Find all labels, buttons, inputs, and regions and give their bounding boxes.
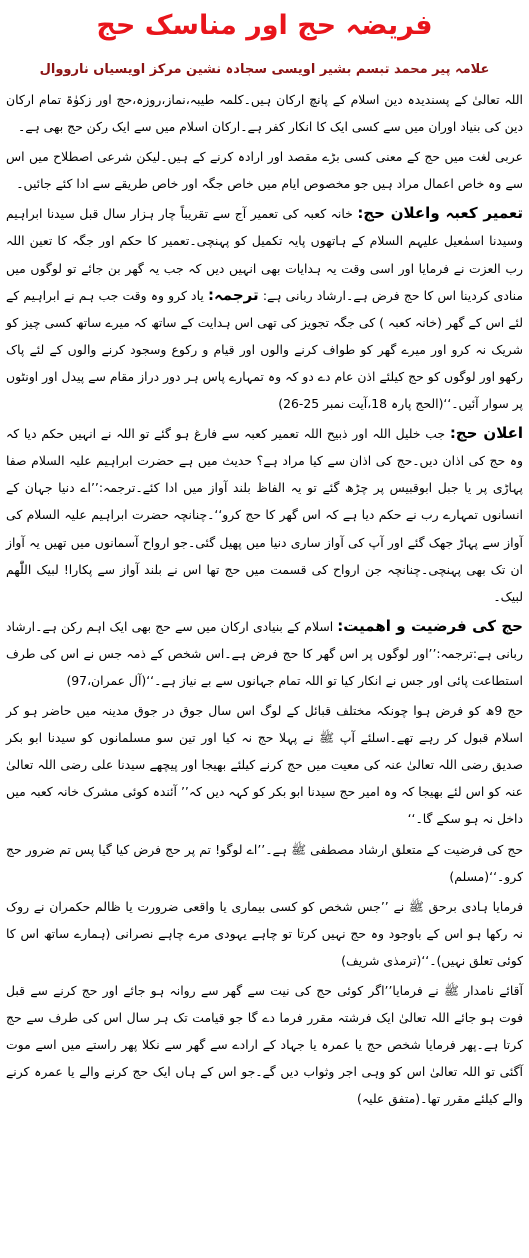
- paragraph-kaaba-construction: [6, 200, 523, 417]
- paragraph-text: آقائے نامدار ﷺ نے فرمایا’’اگر کوئی حج کی نیت سے گھر سے روانہ ہو جائے اور حج کرنے سے قبل فوت ہو جائے اللہ تعالیٰ ایک فرشتہ مقرر فرما دے گا جو قیامت تک ہر سال اس کی طرف سے حج کرتا ہے۔پھر فرمایا شخص حج یا عمرہ یا جہاد کے ارادے سے گھر سے نکلا پھر راستے میں اسے موت آگئی تو اللہ تعالیٰ اس کو وہی اجر وثواب دیں گے۔جو اس کے ہاں ایک حج کرنے والے یا عمرہ کرنے والے کیلئے مقرر تھا۔(متفق علیہ): [6, 983, 523, 1107]
- paragraph-announcement: [6, 420, 523, 610]
- paragraph-definition: [6, 143, 523, 197]
- paragraph-text: خانہ کعبہ کی تعمیر آج سے تقریباً چار ہزار سال قبل سیدنا ابراہیم وسیدنا اسمٰعیل علیہم السلام کے ہاتھوں پایہ تکمیل کو پہنچی۔تعمیر کا حکم اور جگہ کا تعین اللہ رب العزت نے فرمایا اور اسی وقت یہ ہدایات بھی انہیں دیں کہ جب یہ گھر بن جائے تو لوگوں میں منادی کردینا اس کا حج فرض ہے۔ارشاد ربانی ہے:: [6, 206, 523, 303]
- paragraph-hadith-muslim: [6, 836, 523, 890]
- section-heading: تعمیر کعبہ واعلان حج:: [357, 204, 523, 223]
- paragraph-text: حج کی فرضیت کے متعلق ارشاد مصطفی ﷺ ہے۔’’اے لوگو! تم پر حج فرض کیا گیا پس تم ضرور حج کرو۔‘‘(مسلم): [6, 841, 523, 884]
- paragraph-intro: [6, 86, 523, 140]
- section-heading: اعلان حج:: [449, 424, 523, 443]
- article-byline: علامہ پیر محمد تبسم بشیر اویسی سجادہ نشین مرکز اویسیاں نارووال: [39, 62, 490, 77]
- paragraph-text: اسلام کے بنیادی ارکان میں سے حج بھی ایک اہم رکن ہے۔ارشاد ربانی ہے:ترجمہ:’’اور لوگوں پر اس گھر کا حج فرض ہے۔اس شخص کے ذمہ جس نے اس کی طرف استطاعت پائی اور جس نے انکار کیا تو اللہ تمام جہانوں سے بے نیاز ہے۔‘‘(آل عمران،97): [6, 618, 523, 688]
- paragraph-text: اللہ تعالیٰ کے پسندیدہ دین اسلام کے پانچ ارکان ہیں۔کلمہ طیبہ،نماز،روزہ،حج اور زکوٰۃ تمام ارکان دین کی بنیاد اوران میں سے کسی ایک کا انکار کفر ہے۔ارکان اسلام میں سے ایک رکن حج بھی ہے۔: [6, 92, 523, 135]
- paragraph-text: جب خلیل اللہ اور ذبیح اللہ تعمیر کعبہ سے فارغ ہو گئے تو اللہ نے انہیں حکم دیا کہ وہ حج کی اذان دیں۔حج کی اذان سے کیا مراد ہے؟ حدیث میں ہے حضرت ابراہیم علیہ السلام صفا پہاڑی پر یا جبل ابوقبیس پر چڑھ گئے تو یہ الفاظ بلند آواز میں ادا کئے۔ترجمہ:’’اے دنیا جہان کے انسانوں تمہارے رب نے حکم دیا ہے کہ اس گھر کا حج کرو‘‘۔چنانچہ حضرت ابراہیم علیہ السلام کی آواز سے پہاڑ جھک گئے اور آپ کی آواز ساری دنیا میں پھیل گئی۔جو ارواح آسمانوں میں تھیں یہ آواز ان تک بھی پہنچی۔چنانچہ جن ارواح کی قسمت میں حج تھا اس نے بلند آواز سے پکارا! لبیک اللّٰھم لبیک۔: [6, 426, 523, 604]
- paragraph-text: عربی لغت میں حج کے معنی کسی بڑے مقصد اور ارادہ کرنے کے ہیں۔لیکن شرعی اصطلاح میں اس سے وہ خاص اعمال مراد ہیں جو مخصوص ایام میں خاص جگہ اور خاص طریقے سے ادا کئے جائیں۔: [6, 149, 523, 192]
- article-body: [6, 86, 523, 1115]
- paragraph-obligation: [6, 613, 523, 694]
- paragraph-text: حج 9ھ کو فرض ہوا چونکہ مختلف قبائل کے لوگ اس سال جوق در جوق مدینہ میں حاضر ہو کر اسلام قبول کر رہے تھے۔اسلئے آپ ﷺ نے پہلا حج نہ کیا اور تین سو مسلمانوں کو سیدنا ابو بکر صدیق رضی اللہ تعالیٰ عنہ کی معیت میں حج کرنے کیلئے بھیجا اور پیچھے سیدنا علی رضی اللہ تعالیٰ عنہ کو اس لئے بھیجا کہ وہ امیر حج سیدنا ابو بکر کو کہہ دیں کہ’’ آئندہ کوئی مشرک خانہ کعبہ میں داخل نہ ہو سکے گا۔‘‘: [6, 703, 523, 827]
- translation-label: ترجمہ:: [208, 285, 259, 304]
- verse-text: یاد کرو وہ وقت جب ہم نے ابراہیم کے لئے اس کے گھر (خانہ کعبہ ) کی جگہ تجویز کی تھی اس ہدایت کے ساتھ کہ میرے ساتھ کسی چیز کو شریک نہ کرو اور میرے گھر کو طواف کرنے والوں اور قیام و رکوع وسجود کرنے والوں کے لئے پاک رکھو اور لوگوں کو حج کیلئے اذن عام دے دو کہ وہ تمہارے پاس ہر دور دراز مقام سے پیدل اور اونٹوں پر سوار آئیں۔‘‘(الحج پارہ 18،آیت نمبر 25-26): [6, 287, 523, 412]
- paragraph-hadith-tirmidhi: [6, 893, 523, 974]
- article-title: فریضہ حج اور مناسک حج: [96, 10, 433, 41]
- section-heading: حج کی فرضیت و اھمیت:: [337, 616, 523, 635]
- paragraph-text: فرمایا ہادی برحق ﷺ نے ’’جس شخص کو کسی بیماری یا واقعی ضرورت یا ظالم حکمران نے روک نہ رکھا ہو اس کے باوجود وہ حج نہیں کرتا تو چاہے یہودی مرے چاہے نصرانی (ہمارے ساتھ اس کا کوئی تعلق نہیں)۔‘‘(ترمذی شریف): [6, 898, 523, 968]
- paragraph-history: [6, 697, 523, 832]
- paragraph-hadith-muttafaq: [6, 977, 523, 1112]
